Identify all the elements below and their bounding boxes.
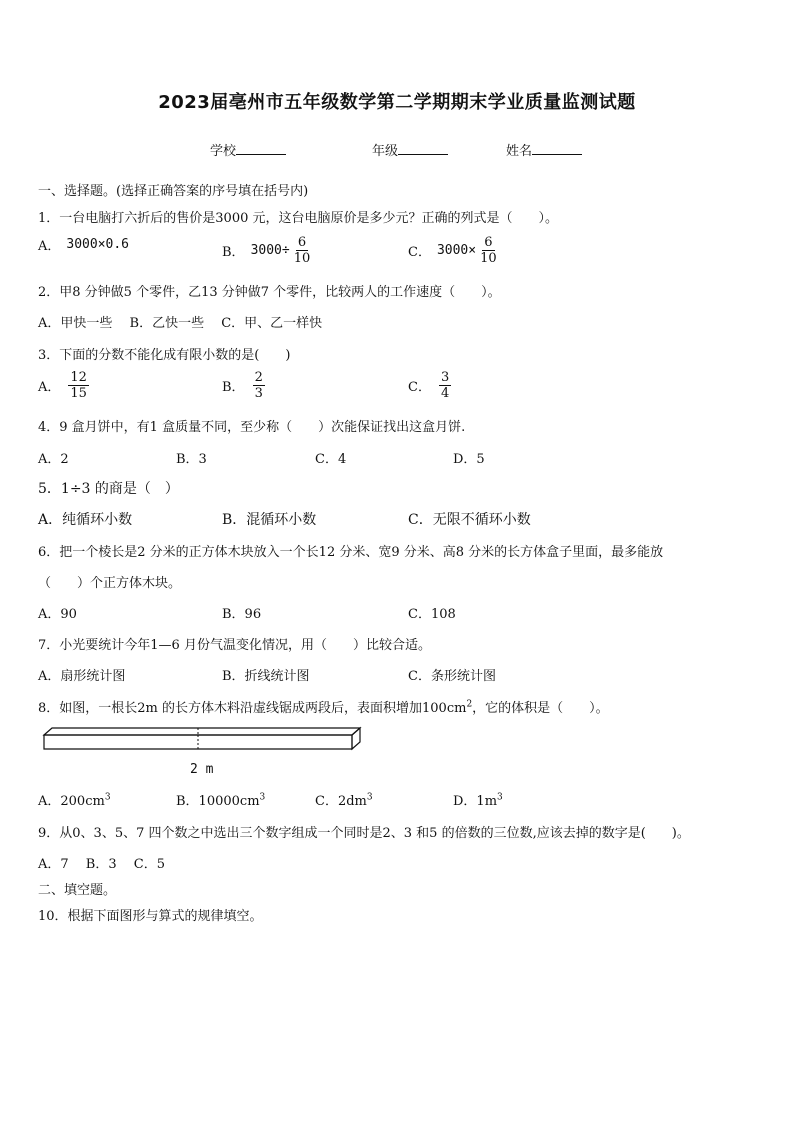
q8-d-sup: 3 (497, 792, 503, 803)
question-4: 4．9 盒月饼中，有1 盒质量不同，至少称（ ）次能保证找出这盒月饼. (38, 420, 466, 435)
q3-b-label: B． (222, 380, 245, 395)
q3-b-denominator: 3 (254, 386, 263, 401)
q8-option-a (38, 790, 111, 809)
beam-top-face (44, 728, 360, 735)
school-label: 学校 (210, 144, 237, 159)
q1-c-numerator: 6 (484, 235, 493, 250)
q4-option-a: A．2 (38, 452, 69, 467)
grade-blank (398, 142, 448, 155)
q3-option-b (222, 370, 267, 401)
question-8 (38, 697, 609, 716)
q8-text-end: ，它的体积是（ ）。 (472, 701, 609, 716)
q3-b-fraction (253, 370, 265, 401)
q3-b-numerator: 2 (254, 370, 263, 385)
question-9: 9．从0、3、5、7 四个数之中选出三个数字组成一个同时是2、3 和5 的倍数的三位数,应该去掉的数字是( )。 (38, 826, 690, 841)
question-1: 1．一台电脑打六折后的售价是3000 元，这台电脑原价是多少元？正确的列式是（ ）。 (38, 211, 558, 226)
q7-option-b: B．折线统计图 (222, 669, 310, 684)
q8-c-sup: 3 (366, 792, 373, 803)
q8-option-d (453, 790, 503, 809)
q3-a-label: A． (38, 380, 61, 395)
q3-a-numerator: 12 (70, 370, 87, 385)
q1-b-label: B． (222, 245, 245, 260)
beam-length-label: 2 m (190, 762, 214, 777)
grade-label: 年级 (372, 144, 399, 159)
q8-text-main: 8．如图，一根长2m 的长方体木料沿虚线锯成两段后，表面积增加100cm (38, 701, 467, 716)
q4-option-b: B．3 (176, 452, 207, 467)
q8-option-c (315, 790, 373, 809)
q8-b-sup: 3 (259, 792, 266, 803)
school-field (210, 140, 286, 159)
question-2: 2．甲8 分钟做5 个零件，乙13 分钟做7 个零件，比较两人的工作速度（ ）。 (38, 285, 501, 300)
q4-option-d: D．5 (453, 452, 485, 467)
q8-b-text: B．10000cm (176, 794, 260, 809)
q1-b-prefix: 3000÷ (250, 243, 290, 258)
q3-c-fraction (439, 370, 451, 401)
q6-option-b: B．96 (222, 607, 262, 622)
q1-c-prefix: 3000× (436, 243, 477, 258)
school-blank (236, 142, 286, 155)
q3-a-fraction (68, 370, 89, 401)
q5-option-a: A．纯循环小数 (38, 512, 133, 528)
name-field (506, 140, 582, 159)
question-6-line-1: 6．把一个棱长是2 分米的正方体木块放入一个长12 分米、宽9 分米、高8 分米的长方体盒子里面，最多能放 (38, 545, 664, 560)
beam-shape (44, 728, 360, 749)
q1-option-c (408, 235, 501, 266)
q3-option-c (408, 370, 453, 401)
section-fill-heading: 二、填空题。 (38, 883, 117, 898)
section-choice-heading: 一、选择题。(选择正确答案的序号填在括号内) (38, 184, 309, 199)
question-5: 5．1÷3 的商是（ ） (38, 481, 179, 497)
q1-c-fraction (478, 235, 499, 266)
q8-d-text: D．1m (453, 794, 498, 809)
q8-c-text: C．2dm (315, 794, 367, 809)
q4-option-c: C．4 (315, 452, 347, 467)
q8-a-sup: 3 (104, 792, 111, 803)
beam-end-face (352, 728, 360, 749)
q8-a-text: A．200cm (38, 794, 105, 809)
q1-a-expr: 3000×0.6 (66, 237, 130, 252)
page-title: 2023届亳州市五年级数学第二学期期末学业质量监测试题 (158, 92, 636, 113)
q8-option-b (176, 790, 265, 809)
q9-options: A．7 B．3 C．5 (38, 857, 165, 872)
beam-front-face (44, 735, 352, 749)
q8-text-sup: 2 (466, 699, 473, 710)
q7-option-c: C．条形统计图 (408, 669, 496, 684)
q1-c-denominator: 10 (480, 251, 497, 266)
question-7: 7．小光要统计今年1—6 月份气温变化情况，用（ ）比较合适。 (38, 638, 431, 653)
q1-option-b (222, 235, 314, 266)
name-label: 姓名 (506, 144, 533, 159)
wood-beam-diagram (40, 723, 370, 783)
question-3: 3．下面的分数不能化成有限小数的是( ) (38, 348, 291, 363)
name-blank (532, 142, 582, 155)
q1-b-numerator: 6 (297, 235, 307, 250)
q3-c-denominator: 4 (440, 386, 450, 401)
q1-b-denominator: 10 (293, 251, 311, 266)
q2-options: A．甲快一些 B．乙快一些 C．甲、乙一样快 (38, 316, 323, 331)
q1-option-a (38, 235, 129, 254)
q1-b-fraction (292, 235, 313, 266)
q3-a-denominator: 15 (70, 386, 87, 401)
q7-option-a: A．扇形统计图 (38, 669, 126, 684)
q3-c-label: C． (408, 380, 431, 395)
q1-c-label: C． (408, 245, 431, 260)
q5-option-b: B．混循环小数 (222, 512, 317, 528)
question-6-line-2: （ ）个正方体木块。 (38, 576, 182, 591)
q3-option-a (38, 370, 91, 401)
question-10: 10．根据下面图形与算式的规律填空。 (38, 909, 263, 924)
q6-option-c: C．108 (408, 607, 456, 622)
q1-a-label: A． (38, 239, 61, 254)
q3-c-numerator: 3 (440, 370, 450, 385)
grade-field (372, 140, 448, 159)
q5-option-c: C．无限不循环小数 (408, 512, 531, 528)
q6-option-a: A．90 (38, 607, 77, 622)
